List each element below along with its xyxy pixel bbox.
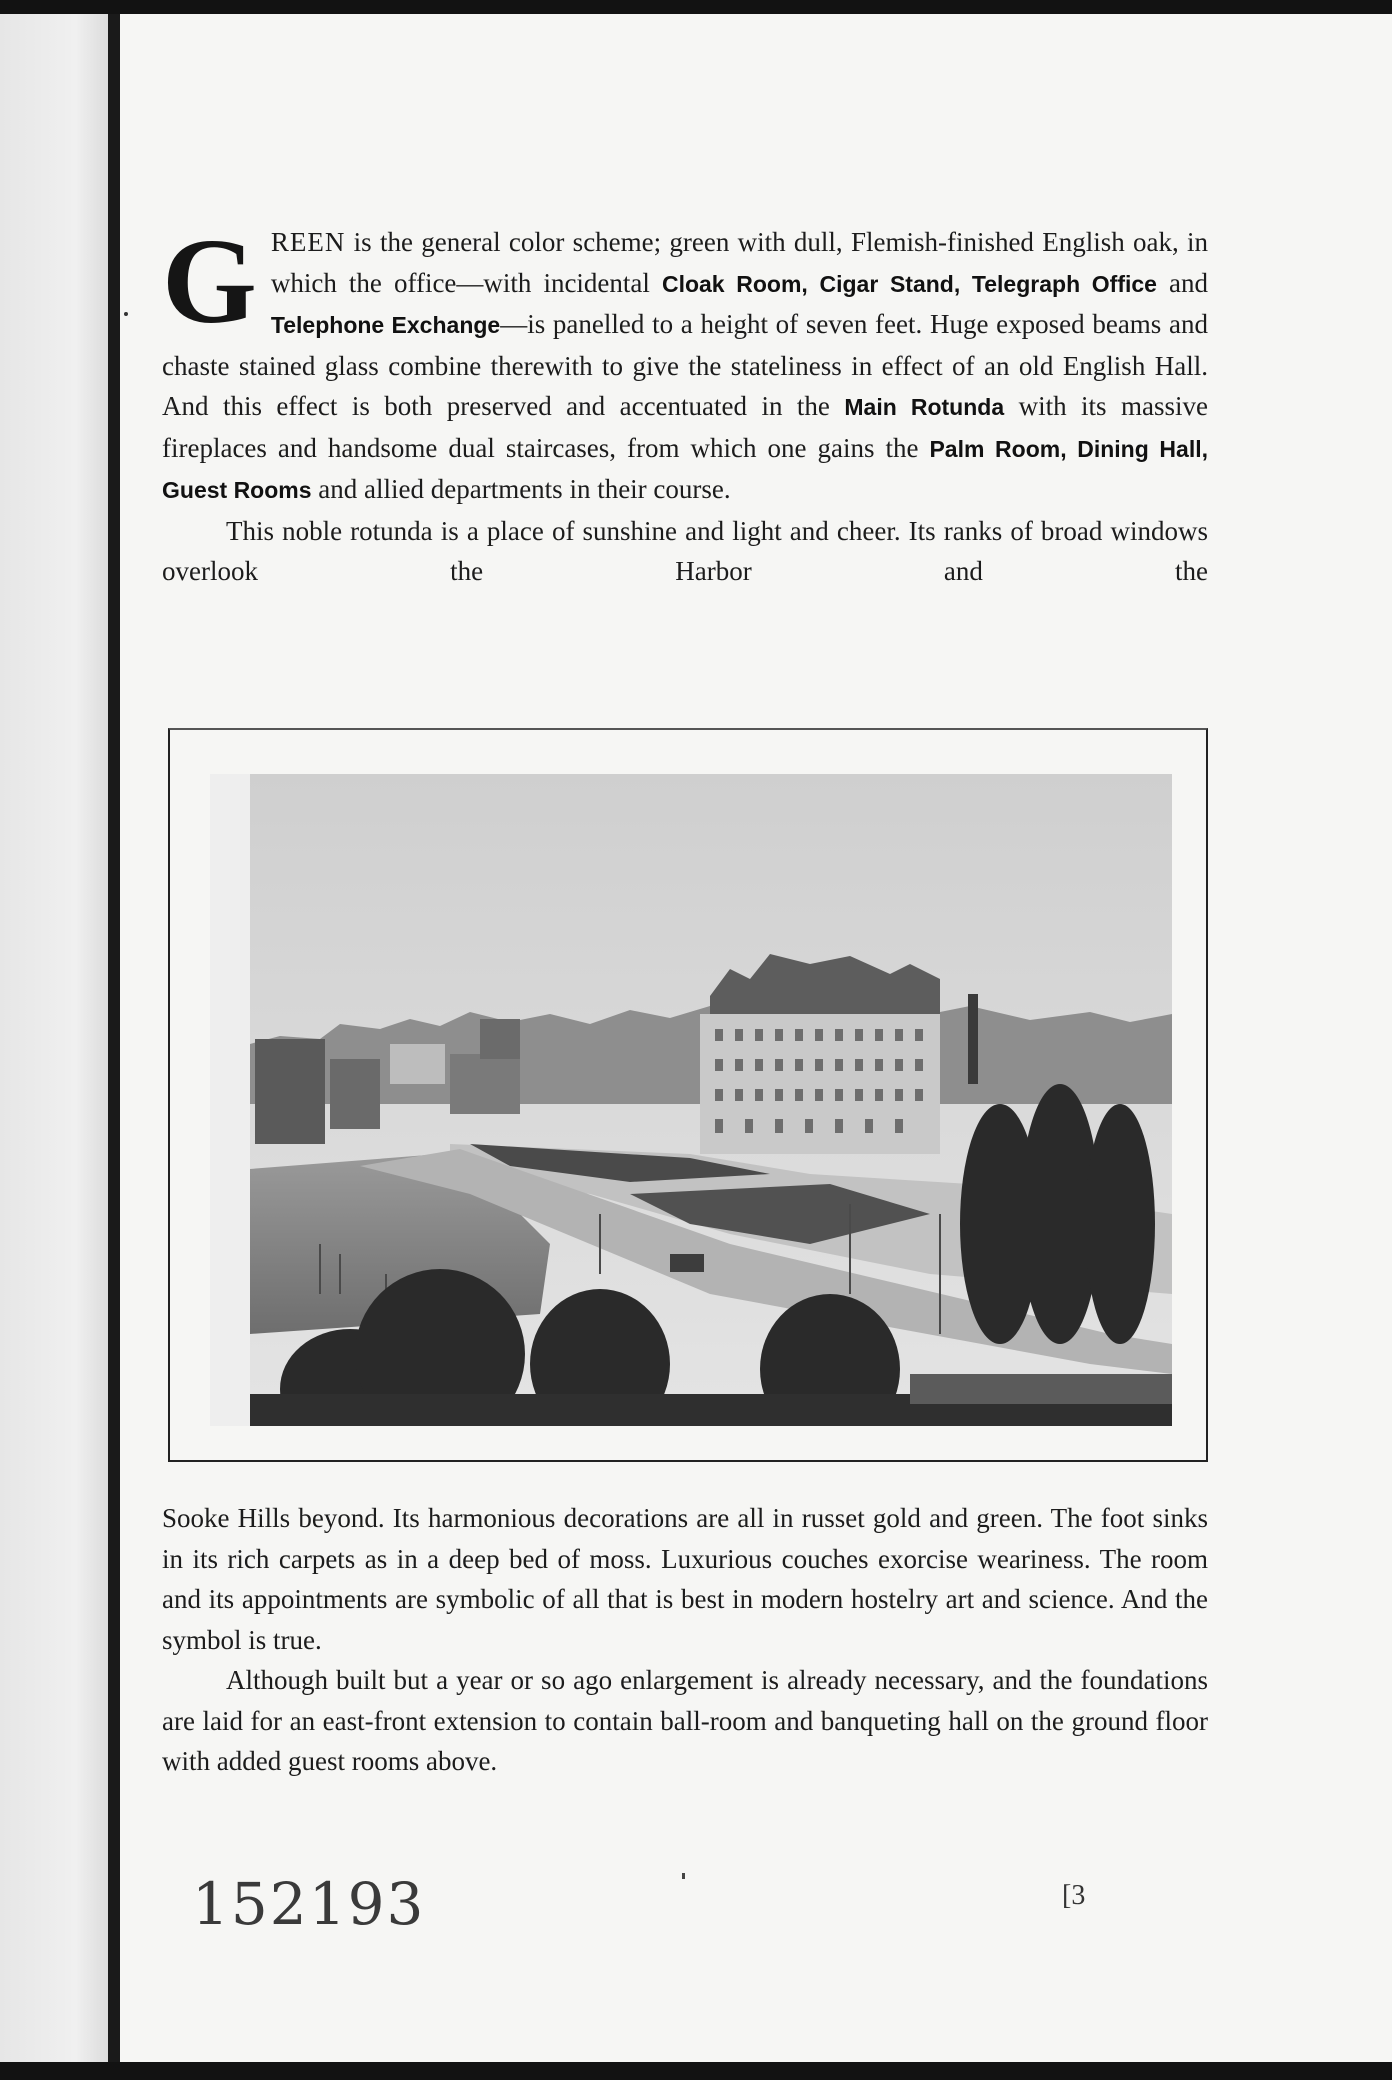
small-caps-word: REEN bbox=[270, 227, 346, 257]
bold-room-list-1: Cloak Room, Cigar Stand, Telegraph Office bbox=[661, 270, 1157, 297]
stray-ink-mark bbox=[124, 312, 128, 316]
paragraph-1-text-a: is the general color scheme; green with dull, Flemish-finished English oak, in which the office—with incidental bbox=[270, 227, 1208, 298]
lower-text-block bbox=[162, 1498, 1208, 1782]
stray-ink-mark-2 bbox=[682, 1873, 685, 1879]
drop-cap: G bbox=[162, 214, 257, 349]
scan-top-border bbox=[0, 0, 1392, 14]
paragraph-1 bbox=[162, 214, 1209, 511]
harbor-photograph bbox=[210, 774, 1172, 1426]
paragraph-1-text-c: —is panelled to a height of seven feet. Huge exposed beams and chaste stained glass combine therewith to give the stateliness in effect of an old English Hall. And this effect is both preserved and accentuated in the bbox=[162, 309, 1208, 421]
bold-room-list-2: Palm Room, Dining Hall, Guest Rooms bbox=[162, 435, 1208, 503]
paragraph-1-text-d: with its massive fireplaces and handsome dual staircases, from which one gains the bbox=[162, 391, 1208, 463]
paragraph-3: Although built but a year or so ago enlargement is already necessary, and the foundations are laid for an east-front extension to contain ball-room and banqueting hall on the ground floor with added guest rooms above. bbox=[162, 1665, 1208, 1776]
catalog-number-stamp: 152193 bbox=[192, 1870, 426, 1938]
book-gutter bbox=[108, 14, 120, 2062]
bold-telephone-exchange: Telephone Exchange bbox=[270, 312, 501, 338]
paragraph-1-text-e: and allied departments in their course. bbox=[311, 474, 731, 504]
page-number: [3 bbox=[1062, 1880, 1086, 1911]
bold-main-rotunda: Main Rotunda bbox=[844, 394, 1005, 420]
left-page-edge bbox=[0, 14, 108, 2062]
paragraph-1-text-b: and bbox=[1156, 267, 1209, 298]
scan-bottom-border bbox=[0, 2062, 1392, 2080]
paragraph-2-start: This noble rotunda is a place of sunshine and light and cheer. Its ranks of broad windows overlook the Harbor and the bbox=[162, 515, 1208, 586]
upper-text-block bbox=[162, 214, 1209, 592]
paragraph-2-continued: Sooke Hills beyond. Its harmonious decorations are all in russet gold and green. The foot sinks in its rich carpets as in a deep bed of moss. Luxurious couches exorcise weariness. The room and its appointments are symbolic of all that is best in modern hostelry art and science. And the symbol is true. bbox=[162, 1503, 1208, 1655]
